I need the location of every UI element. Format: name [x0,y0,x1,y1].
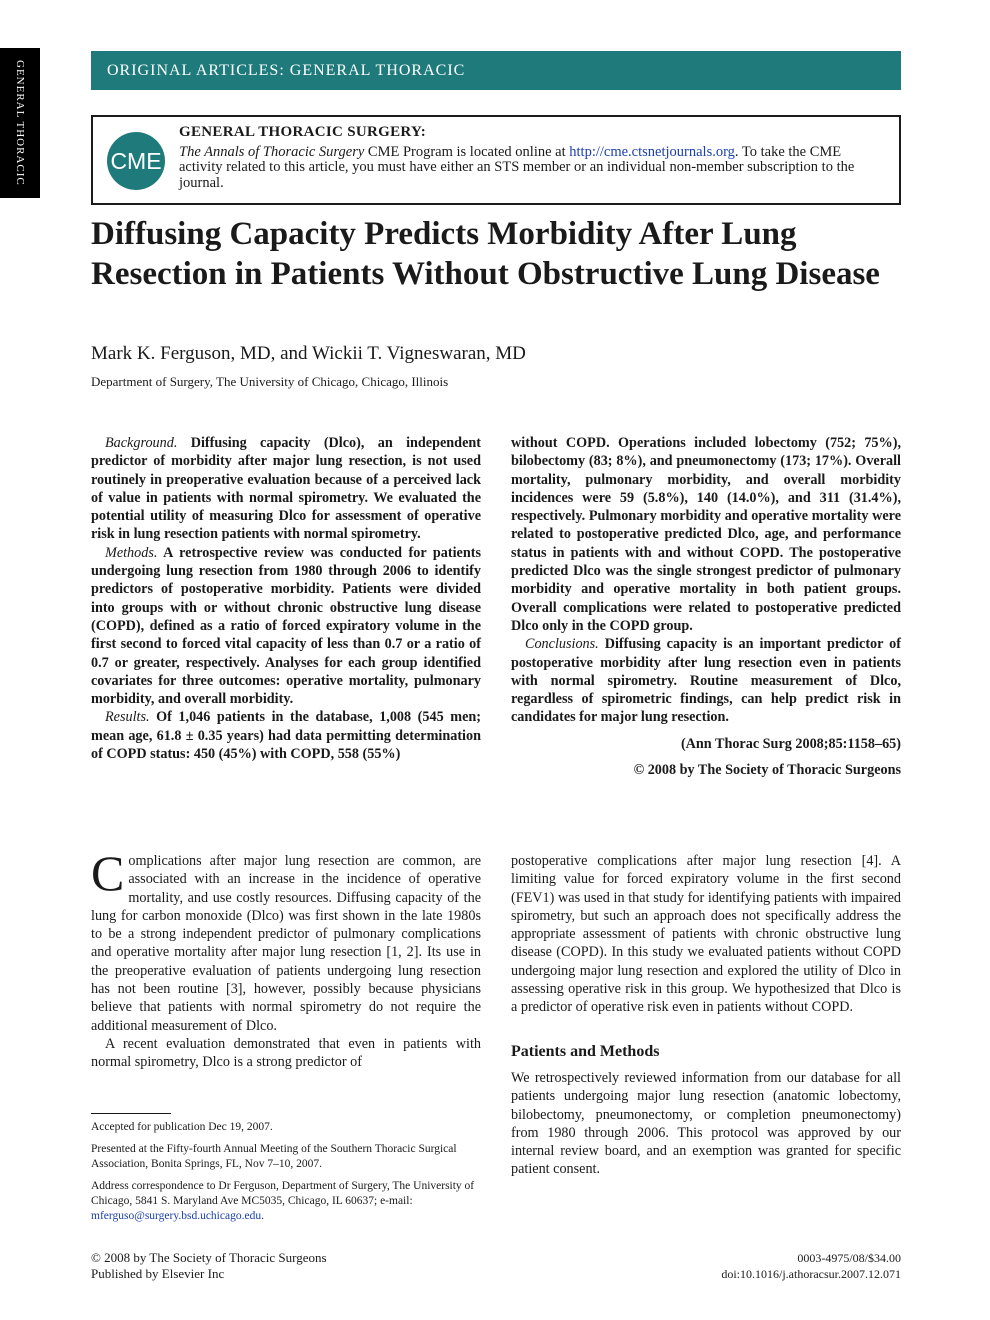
cme-text-part-2: . To take the CME activity related to this article, you must have either an STS member or an individual non-member subscription to the journal. [179,143,855,191]
body-left-column [91,845,481,1072]
page-footer-right [721,1250,901,1282]
abstract-left-column [91,434,481,763]
side-section-tab-label: GENERAL THORACIC [14,60,26,186]
abstract-copyright: © 2008 by The Society of Thoracic Surgeons [633,762,901,779]
background-text: Diffusing capacity (Dlco), an independent predictor of morbidity after major lung resection, is not used routinely in preoperative evaluation because of a perceived lack of value in patients with normal spirometry. We evaluated the potential utility of measuring Dlco for assessment of operative risk in lung resection patients with normal spirometry. [91,435,481,543]
side-section-tab [0,48,40,198]
author-affiliation: Department of Surgery, The University of Chicago, Chicago, Illinois [91,374,449,389]
intro-paragraph-2: A recent evaluation demonstrated that even in patients with normal spirometry, Dlco is a strong predictor of [91,1035,481,1071]
footnote-correspondence [91,1179,481,1224]
cme-notice-text [179,125,879,191]
abstract-right-column [511,434,901,779]
conclusions-text: Diffusing capacity is an important predictor of postoperative morbidity after lung resection even in patients with normal spirometry. Routine measurement of Dlco, regardless of spirometric findings, can help predict risk in candidates for major lung resection. [511,636,901,726]
page-footer-left [91,1250,327,1282]
abstract-methods [91,544,481,709]
cme-heading: GENERAL THORACIC SURGERY: [179,124,427,140]
correspondence-end: . [261,1210,264,1222]
background-label: Background. [105,435,178,451]
cme-text-part-1: CME Program is located online at [364,143,570,160]
conclusions-label: Conclusions. [525,636,599,653]
methods-label: Methods. [105,544,158,561]
cme-notice-box [91,115,901,205]
drop-cap: C [91,845,125,901]
footnote-rule [91,1113,171,1114]
abstract-results [91,708,481,763]
article-authors: Mark K. Ferguson, MD, and Wickii T. Vigneswaran, MD [91,343,526,364]
footnote-accepted: Accepted for publication Dec 19, 2007. [91,1121,273,1133]
results-text-part-1: Of 1,046 patients in the database, 1,008 (545 men; mean age, 61.8 ± 0.35 years) had data permitting determination of COPD status: 450 (45%) with COPD, 558 (55%) [91,709,481,763]
cme-journal-name: The Annals of Thoracic Surgery [179,143,365,160]
journal-citation: (Ann Thorac Surg 2008;85:1158–65) [680,735,901,752]
cme-logo: CME [107,132,165,190]
footer-issn: 0003-4975/08/$34.00 [797,1251,901,1265]
body-right-column [511,852,901,1179]
cme-url-link[interactable]: http://cme.ctsnetjournals.org [569,143,735,160]
correspondence-text: Address correspondence to Dr Ferguson, Department of Surgery, The University of Chicago, 5841 S. Maryland Ave MC5035, Chicago, IL 60637; e-mail: [91,1180,475,1207]
intro-paragraph-1 [91,845,481,1035]
footnotes [91,1120,481,1231]
section-header-bar: ORIGINAL ARTICLES: GENERAL THORACIC [91,51,901,90]
methods-paragraph-1: We retrospectively reviewed information from our database for all patients undergoing major lung resection (anatomic lobectomy, bilobectomy, pneumonectomy, or completion pneumonectomy) from 1980 through 2006. This protocol was approved by our internal review board, and an exemption was granted for specific patient consent. [511,1069,901,1178]
methods-text: A retrospective review was conducted for patients undergoing lung resection from 1980 through 2006 to identify predictors of postoperative morbidity. Patients were divided into groups with or without chronic obstructive lung disease (COPD), defined as a ratio of forced expiratory volume in the first second to forced vital capacity of less than 0.7 or a ratio of 0.7 or greater, respectively. Analyses for each group identified covariates for three outcomes: operative mortality, pulmonary morbidity, and overall morbidity. [91,544,481,708]
footer-doi: doi:10.1016/j.athoracsur.2007.12.071 [721,1267,901,1281]
footnote-presented: Presented at the Fifty-fourth Annual Meeting of the Southern Thoracic Surgical Association, Bonita Springs, FL, Nov 7–10, 2007. [91,1143,457,1170]
article-title: Diffusing Capacity Predicts Morbidity After Lung Resection in Patients Without Obstructive Lung Disease [91,216,880,292]
intro-paragraph-3: postoperative complications after major lung resection [4]. A limiting value for forced expiratory volume in the first second (FEV1) was used in that study for identifying patients with impaired spirometry, but such an approach does not specifically address the appropriate assessment of patients with chronic obstructive lung disease (COPD). In this study we evaluated patients without COPD undergoing major lung resection and explored the utility of Dlco in assessing operative risk in this group. We hypothesized that Dlco is a predictor of operative risk even in patients without COPD. [511,853,901,1016]
abstract-results-continued: without COPD. Operations included lobectomy (752; 75%), bilobectomy (83; 8%), and pneumonectomy (173; 17%). Overall mortality, pulmonary morbidity, and overall morbidity incidences were 59 (5.8%), 140 (14.0%), and 311 (31.4%), respectively. Pulmonary morbidity and operative mortality were related to postoperative predicted Dlco, age, and performance status in patients with and without COPD. The postoperative predicted Dlco was the single strongest predictor of pulmonary morbidity and operative mortality in both patient groups. Overall complications were related to postoperative predicted Dlco only in the COPD group. [511,435,901,634]
results-label: Results. [105,709,150,726]
abstract-conclusions [511,635,901,726]
footer-publisher: Published by Elsevier Inc [91,1266,225,1281]
section-heading-patients-methods: Patients and Methods [511,1042,660,1060]
footer-copyright: © 2008 by The Society of Thoracic Surgeons [91,1250,327,1265]
intro-paragraph-1-text: omplications after major lung resection are common, are associated with an increase in the incidence of operative mortality, and use costly resources. Diffusing capacity of the lung for carbon monoxide (Dlco) was first shown in the late 1980s to be a strong independent predictor of pulmonary complications and operative mortality after major lung resection [1, 2]. Its use in the preoperative evaluation of patients undergoing lung resection has not been routine [3], however, possibly because physicians believe that patients with normal spirometry do not require the additional measurement of Dlco. [91,853,481,1034]
abstract-background [91,434,481,544]
correspondence-email-link[interactable]: mferguso@surgery.bsd.uchicago.edu [91,1210,262,1222]
